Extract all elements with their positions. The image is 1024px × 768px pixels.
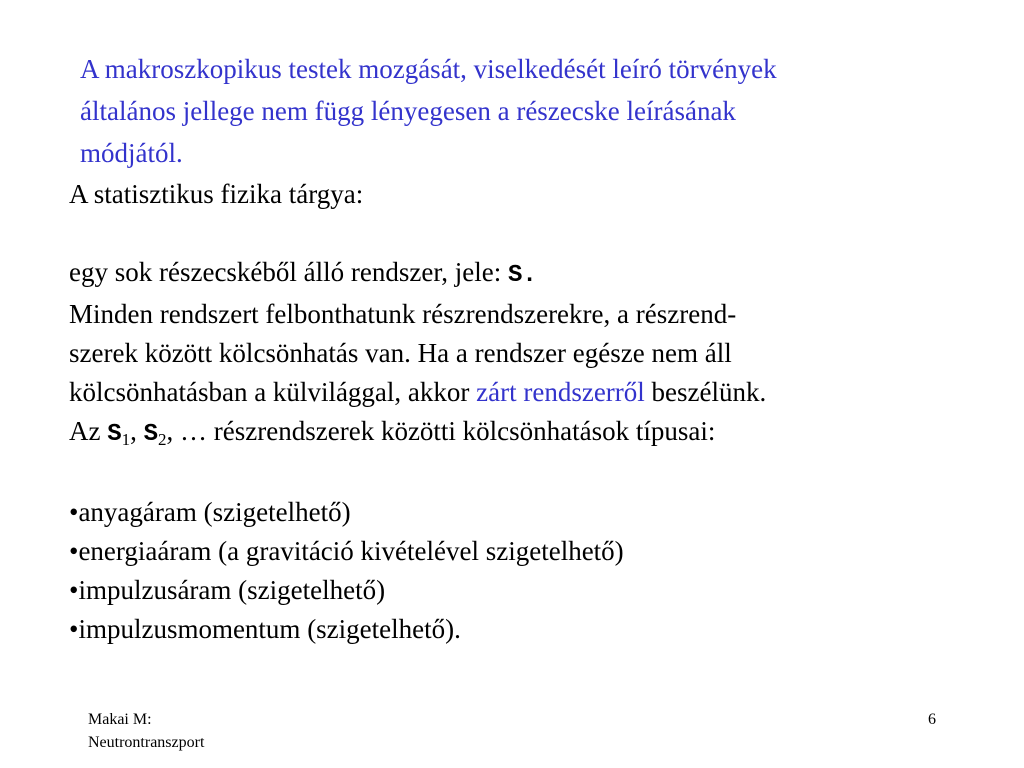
subsystems-line-1: Minden rendszert felbonthatunk részrendszerekre, a részrend- <box>69 299 737 329</box>
system-definition <box>69 253 969 295</box>
subsystems-line-2: szerek között kölcsönhatás van. Ha a rendszer egésze nem áll <box>69 338 732 368</box>
intro-line-1: A makroszkopikus testek mozgását, viselkedését leíró törvények <box>80 54 777 84</box>
spacer <box>69 454 969 493</box>
intro-line-2: általános jellege nem függ lényegesen a részecske leírásának <box>80 96 736 126</box>
footer-title: Neutrontranszport <box>88 734 205 751</box>
subsystems-line-3 <box>69 373 969 412</box>
intro-line-3: módjától. <box>80 138 183 168</box>
intro-paragraph <box>80 48 980 174</box>
system-definition-text: egy sok részecskéből álló rendszer, jele: <box>69 257 508 287</box>
subsystems-line-3-start: kölcsönhatásban a külvilággal, akkor <box>69 377 477 407</box>
closed-system-term: zárt rendszerről <box>476 377 645 407</box>
subsystem-index-2: 2 <box>158 430 167 449</box>
slide-body <box>69 175 969 649</box>
interaction-separator: , <box>130 416 144 446</box>
spacer <box>69 214 969 253</box>
subject-heading: A statisztikus fizika tárgya: <box>69 179 364 209</box>
footer-author-block <box>88 708 204 754</box>
subsystem-symbol-2: S <box>143 421 159 448</box>
interaction-prefix: Az <box>69 416 108 446</box>
list-item: •anyagáram (szigetelhető) <box>69 497 351 527</box>
list-item: •impulzusmomentum (szigetelhető). <box>69 614 461 644</box>
interaction-types-line <box>69 412 969 454</box>
list-item: •energiaáram (a gravitáció kivételével szigetelhető) <box>69 536 624 566</box>
subsystem-index-1: 1 <box>121 430 131 449</box>
system-symbol: S. <box>508 262 537 289</box>
subsystems-line-3-end: beszélünk. <box>644 377 767 407</box>
interaction-suffix: , … részrendszerek közötti kölcsönhatások típusai: <box>166 416 716 446</box>
interaction-types-list <box>69 493 969 649</box>
list-item: •impulzusáram (szigetelhető) <box>69 575 386 605</box>
footer-author: Makai M: <box>88 711 152 728</box>
subsystem-symbol-1: S <box>107 421 122 448</box>
page-number: 6 <box>928 711 936 728</box>
